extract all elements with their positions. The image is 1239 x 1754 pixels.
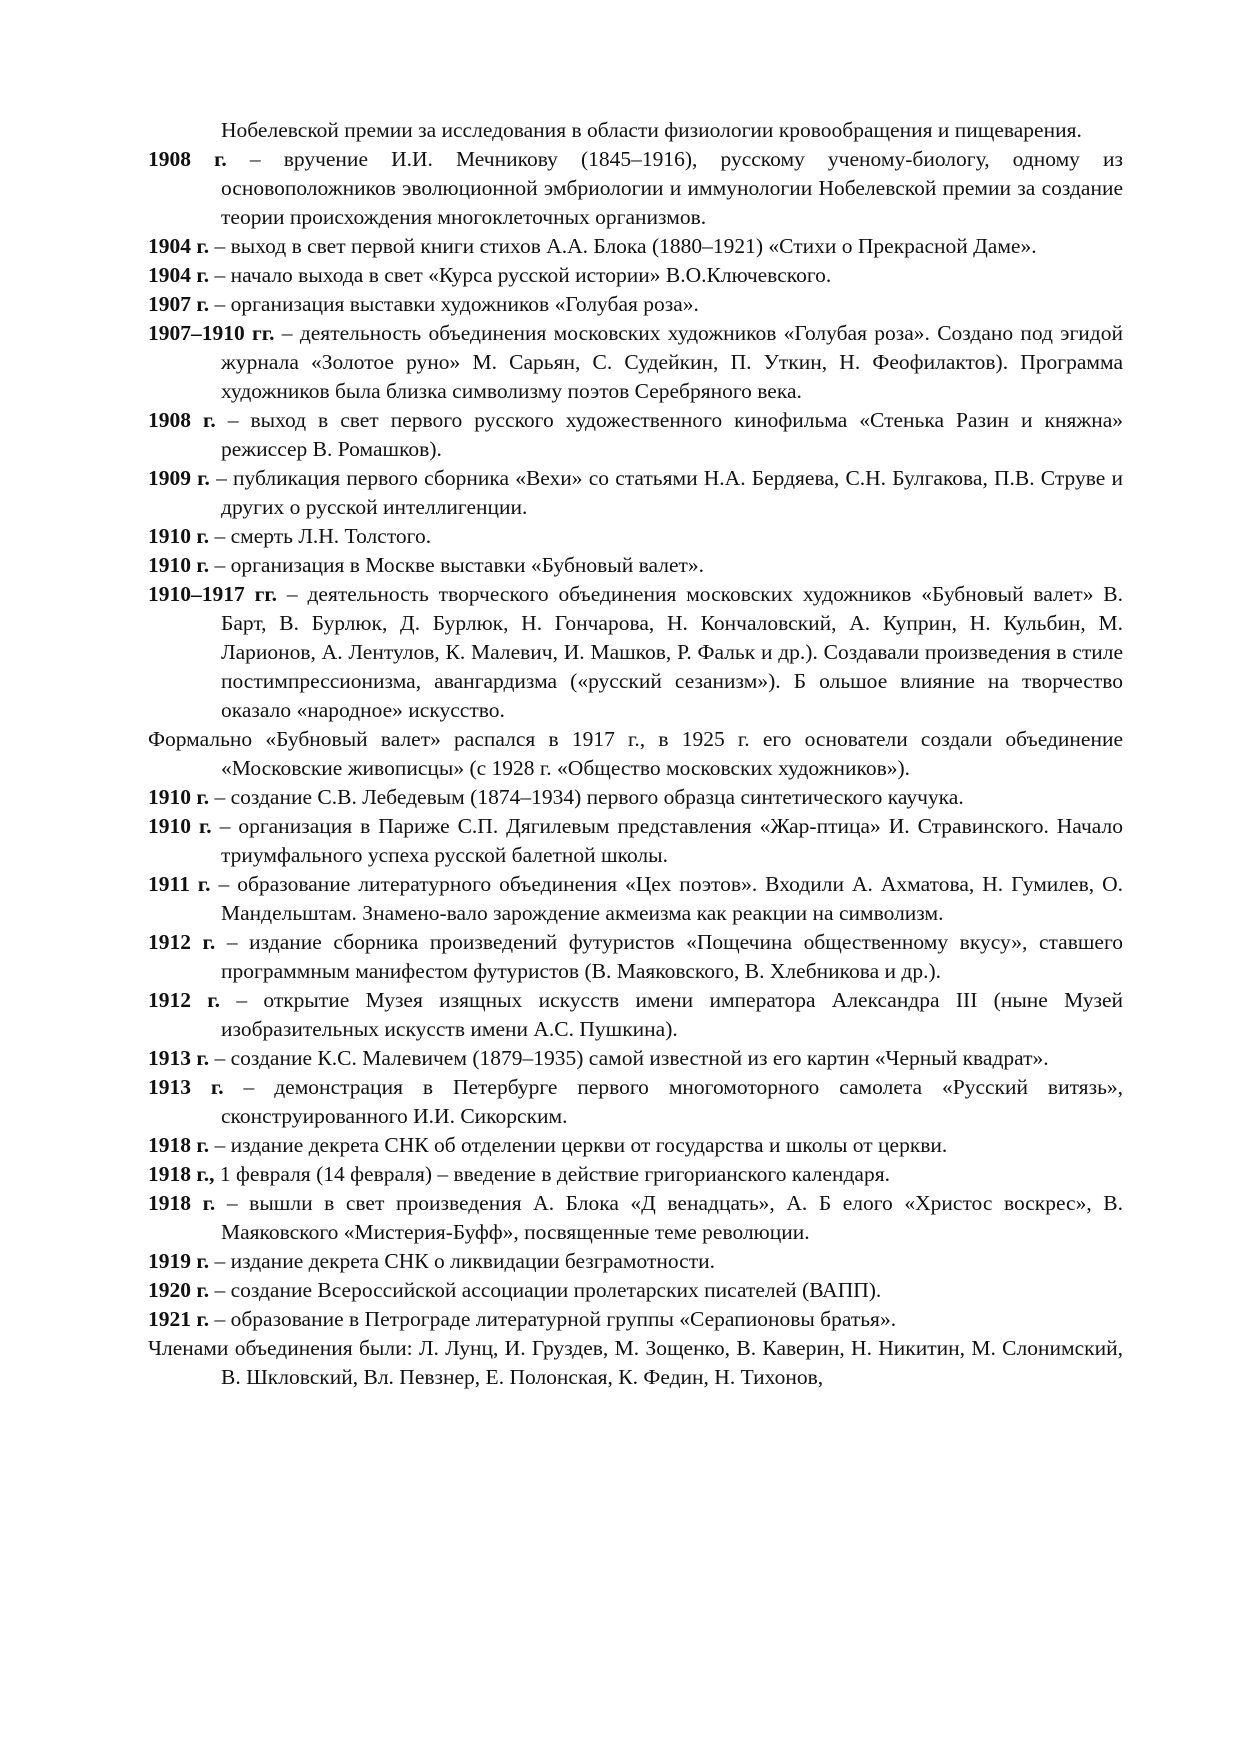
entry-date: 1913 г.: [148, 1075, 224, 1099]
entry-text: – деятельность творческого объединения московских художников «Бубновый валет» В. Барт, В. Бурлюк, Д. Бурлюк, Н. Гончарова, Н. Кончаловский, А. Куприн, Н. Кульбин, М. Ларионов, А. Лентулов, К. Малевич, И. Машков, Р. Фальк и др.). Создавали произведения в стиле постимпрессионизма, авангардизма («русский сезанизм»). Б ольшое влияние на творчество оказало «народное» искусство.: [221, 582, 1123, 722]
entry-date: 1921 г.: [148, 1307, 210, 1331]
entry-text: 1 февраля (14 февраля) – введение в действие григорианского календаря.: [214, 1162, 890, 1186]
timeline-entry: [148, 1131, 1123, 1160]
entry-date: 1908 г.: [148, 408, 216, 432]
chronology-text: [148, 116, 1123, 1392]
entry-text: – демонстрация в Петербурге первого многомоторного самолета «Русский витязь», сконструированного И.И. Сикорским.: [221, 1075, 1123, 1128]
entry-text: – издание сборника произведений футуристов «Пощечина общественному вкусу», ставшего программным манифестом футуристов (В. Маяковского, В. Хлебникова и др.).: [215, 930, 1123, 983]
entry-date: 1920 г.: [148, 1278, 210, 1302]
entry-date: 1909 г.: [148, 466, 210, 490]
entry-text: – начало выхода в свет «Курса русской истории» В.О.Ключевского.: [209, 263, 832, 287]
timeline-entry: [148, 580, 1123, 725]
timeline-entry: [148, 464, 1123, 522]
timeline-entry: [148, 725, 1123, 783]
timeline-entry: [148, 1247, 1123, 1276]
entry-date: 1910 г.: [148, 814, 212, 838]
entry-date: 1918 г.: [148, 1191, 216, 1215]
timeline-entry: [148, 1044, 1123, 1073]
entry-text: – создание К.С. Малевичем (1879–1935) самой известной из его картин «Черный квадрат».: [209, 1046, 1049, 1070]
entry-date: 1904 г.: [148, 263, 210, 287]
entry-date: 1913 г.: [148, 1046, 210, 1070]
entry-text: – вручение И.И. Мечникову (1845–1916), русскому ученому-биологу, одному из основоположников эволюционной эмбриологии и иммунологии Нобелевской премии за создание теории происхождения многоклеточных организмов.: [221, 147, 1123, 229]
entry-text: – деятельность объединения московских художников «Голубая роза». Создано под эгидой журнала «Золотое руно» М. Сарьян, С. Судейкин, П. Уткин, Н. Феофилактов). Программа художников была близка символизму поэтов Серебряного века.: [221, 321, 1124, 403]
entry-text: – организация выставки художников «Голубая роза».: [209, 292, 699, 316]
entry-date: 1911 г.: [148, 872, 211, 896]
timeline-entry: [148, 522, 1123, 551]
timeline-entry: [148, 928, 1123, 986]
timeline-entry: [148, 1189, 1123, 1247]
entry-date: 1918 г.,: [148, 1162, 215, 1186]
timeline-entry: [148, 261, 1123, 290]
timeline-entry: [148, 406, 1123, 464]
entry-text: – публикация первого сборника «Вехи» со статьями Н.А. Бердяева, С.Н. Булгакова, П.В. Струве и других о русской интеллигенции.: [209, 466, 1123, 519]
entry-date: 1910–1917 гг.: [148, 582, 278, 606]
entry-text: Нобелевской премии за исследования в области физиологии кровообращения и пищеварения.: [221, 118, 1082, 142]
entry-text: – издание декрета СНК об отделении церкви от государства и школы от церкви.: [209, 1133, 948, 1157]
timeline-entry: [148, 812, 1123, 870]
entry-text: – организация в Москве выставки «Бубновый валет».: [209, 553, 705, 577]
entry-date: 1910 г.: [148, 785, 210, 809]
continuation-paragraph: [148, 116, 1123, 145]
entry-text: – смерть Л.Н. Толстого.: [209, 524, 432, 548]
entry-text: – образование в Петрограде литературной группы «Серапионовы братья».: [209, 1307, 897, 1331]
timeline-entry: [148, 1276, 1123, 1305]
entry-text: – выход в свет первой книги стихов А.А. Блока (1880–1921) «Стихи о Прекрасной Даме».: [209, 234, 1037, 258]
entry-text: – создание С.В. Лебедевым (1874–1934) первого образца синтетического каучука.: [209, 785, 964, 809]
entry-date: 1904 г.: [148, 234, 210, 258]
entry-date: 1910 г.: [148, 524, 210, 548]
timeline-entry: [148, 1160, 1123, 1189]
entry-date: 1919 г.: [148, 1249, 210, 1273]
entry-text: – вышли в свет произведения А. Блока «Д венадцать», А. Б елого «Христос воскрес», В. Маяковского «Мистерия-Буфф», посвященные теме революции.: [215, 1191, 1124, 1244]
entry-text: Членами объединения были: Л. Лунц, И. Груздев, М. Зощенко, В. Каверин, Н. Никитин, М. Слонимский, В. Шкловский, Вл. Певзнер, Е. Полонская, К. Федин, Н. Тихонов,: [148, 1336, 1123, 1389]
timeline-entry: [148, 1073, 1123, 1131]
entry-date: 1908 г.: [148, 147, 227, 171]
timeline-entry: [148, 290, 1123, 319]
entry-text: – выход в свет первого русского художественного кинофильма «Стенька Разин и княжна» режиссер В. Ромашков).: [215, 408, 1123, 461]
timeline-entry: [148, 145, 1123, 232]
timeline-entry: [148, 870, 1123, 928]
entry-text: – создание Всероссийской ассоциации пролетарских писателей (ВАПП).: [209, 1278, 882, 1302]
timeline-entry: [148, 319, 1123, 406]
timeline-entry: [148, 551, 1123, 580]
timeline-entry: [148, 1305, 1123, 1334]
entry-date: 1912 г.: [148, 930, 216, 954]
timeline-entry: [148, 783, 1123, 812]
entry-date: 1907 г.: [148, 292, 210, 316]
entry-date: 1912 г.: [148, 988, 221, 1012]
timeline-entry: [148, 986, 1123, 1044]
entry-text: Формально «Бубновый валет» распался в 1917 г., в 1925 г. его основатели создали объединение «Московские живописцы» (с 1928 г. «Общество московских художников»).: [148, 727, 1123, 780]
entry-text: – организация в Париже С.П. Дягилевым представления «Жар-птица» И. Стравинского. Начало триумфального успеха русской балетной школы.: [211, 814, 1123, 867]
timeline-entry: [148, 1334, 1123, 1392]
entry-text: – издание декрета СНК о ликвидации безграмотности.: [209, 1249, 715, 1273]
entry-date: 1918 г.: [148, 1133, 210, 1157]
entry-text: – открытие Музея изящных искусств имени императора Александра III (ныне Музей изобразительных искусств имени А.С. Пушкина).: [220, 988, 1123, 1041]
entry-date: 1910 г.: [148, 553, 210, 577]
timeline-entry: [148, 232, 1123, 261]
entry-date: 1907–1910 гг.: [148, 321, 275, 345]
entry-text: – образование литературного объединения «Цех поэтов». Входили А. Ахматова, Н. Гумилев, О. Мандельштам. Знамено-вало зарождение акмеизма как реакции на символизм.: [210, 872, 1123, 925]
